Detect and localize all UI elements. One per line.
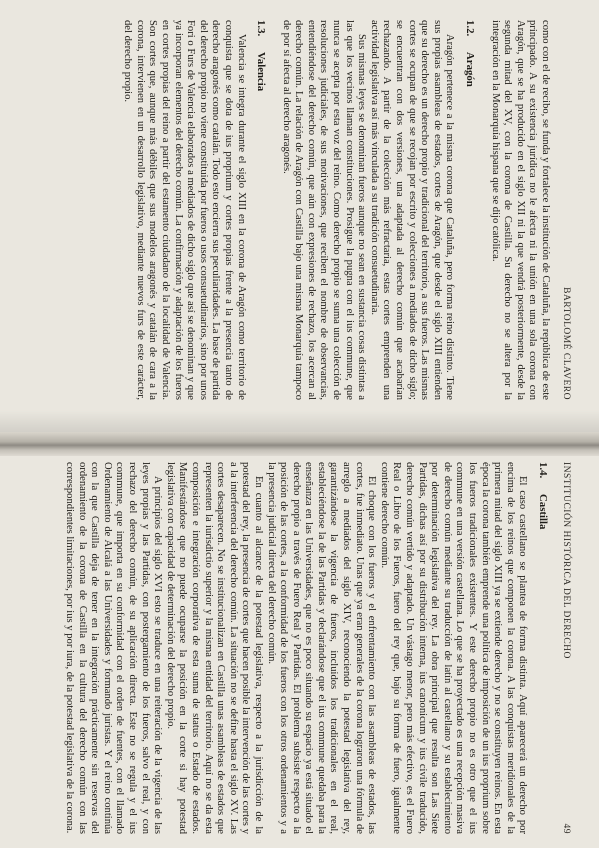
gutter-shadow — [0, 410, 599, 432]
running-head — [561, 462, 571, 834]
section-title: Castilla — [537, 494, 549, 530]
section-heading-valencia — [255, 20, 268, 400]
page-number: 49 — [561, 823, 571, 834]
top-page — [26, 20, 571, 400]
paragraph: A principios del siglo XVI esto se traduce en una reiteración de la vigencia de las leyes propias y las Partidas, con postergamiento de los fueros, salvo el real, y con rechazo del derecho común, de su aplicación directa. Este no se regula y el ius commune, que importa en su conformidad con el orden de fuentes, con el llamado Ordenamiento de Alcalá a las Universidades y formando juristas. Y el reino continúa con la que Castilla deja de tener en la integración prácticamente sin reservas del ordenamiento de la corona de Castilla en la cultura del derecho común con las correspondientes limitaciones, por ius y por iura, de la potestad legislativa de la corona. — [64, 462, 164, 834]
section-title: Valencia — [255, 52, 268, 92]
paragraph: Sus mismas leyes se denominan fueros aunque no sean en sustancia cosas distintas a las que los vecinos llaman constituciones. Prosigue la pugna con el ius commune, que nunca se acepta por esta voz del reino. Como derecho propio se suma una colección de resoluciones judiciales, de sus motivaciones, que reciben el nombre de observancias, entendiéndose del derecho común, que aún con expresiones de rechazo, los acercan al derecho común. La relación de Aragón con Castilla bajo una misma Monarquía tampoco de por sí afecta al derecho aragonés. — [280, 20, 368, 400]
section-number: 1.3. — [255, 20, 268, 37]
section-heading-aragon — [463, 20, 476, 400]
running-head — [561, 20, 571, 400]
section-heading-castilla — [536, 462, 549, 834]
book-gutter — [0, 432, 599, 456]
section-number: 1.2. — [464, 20, 477, 37]
paragraph: En cuanto al alcance de la potestad legislativa, respecto a la jurisdicción de la potestad del rey, la presencia de cortes que hacen posible la intervención de las cortes y a la interferencia del derecho común. La situación no se define hasta el siglo XV. Las cortes desaparecen. No se institucionalizan en Castilla unas asambleas de estados que representen la iurisdictio superior y la misma entidad del territorio. Aquí no se da esta composición e integración corporativa de esta suma de status o Estado de estados. Manifestándose que no puede ocuparse la posición en la corte si hay potestad legislativa con capacidad de determinación del derecho propio. — [164, 462, 264, 834]
paragraph: Valencia se integra durante el siglo XIII en la corona de Aragón como territorio de conquista que se dota de ius proprium y cortes propias frente a la presencia tanto de derecho aragonés como catalán. Todo esto encierra sus peculiaridades. La base de partida del derecho propio no viene constituida por fueros o usos consuetudinarios, sino por unos Fori o Furs de Valencia elaborados a mediados de dicho siglo que así se denominan y que ya incorporan elementos del derecho común. La confirmación y adaptación de los fueros en cortes propias del reino a partir del estamento ciudadano de la localidad de Valencia. Son cortes que, aunque más débiles que sus modelos aragonés y catalán de cara a la corona, intervienen en un desarrollo legislativo, mediante nuevos furs de este carácter, del derecho propio. — [122, 20, 247, 400]
section-title: Aragón — [464, 52, 477, 87]
section-number: 1.4. — [537, 462, 549, 479]
running-head-author: BARTOLOMÉ CLAVERO — [561, 287, 571, 400]
paragraph: El caso castellano se plantea de forma distinta. Aquí aparecerá un derecho por encima de los reinos que componen la corona. A las conquistas meridionales de la primera mitad del siglo XIII ya se extiende derecho y no se constituyen reinos. En esta época la corona también emprende una política de imposición de un ius proprium sobre los fueros tradicionales existentes. Y este derecho propio no es otro que el ius commune en una versión castellana. Lo que se ha proyectado es una recepción masiva de derecho común mediante su traducción de latín al castellano y su establecimiento por determinación legislativa del rey. La obra principal que resulta son Las Siete Partidas, dichas así por su distribución interna, ius canonicum y ius civile traducido, derecho común vertido y adaptado. Un vástago menor, pero más efectivo, es el Fuero Real o Libro de los Fueros, fuero del rey que, bajo su forma de fuero, igualmente contiene derecho común. — [378, 462, 529, 834]
paragraph: El choque con los fueros y el enfrentamiento con las asambleas de estados, las cortes, fue inmediato. Unas que ya eran generales de la corona lograron una fórmula de arreglo a mediados del siglo XIV, reconociendo la potestad legislativa del rey, garantizándose la vigencia de fueros, incluidos los tradicionales en el real, estableciéndose la de las Partidas y declarándose que el ius commune quedaba para la enseñanza en las Universidades, que no es poco situando su espacio ya está situado el derecho propio a través de Fuero Real y Partidas. El problema subsiste respecto a la posición de las cortes, a la conformidad de los fueros con los otros ordenamientos y a la presencia judicial directa del derecho común. — [265, 462, 378, 834]
paragraph: como con el de recibo, se funda y fortalece la institución de Cataluña, la república de este principado. A su existencia jurídica no le afecta ni la unión en una sola corona con Aragón, que se ha producido en el siglo XII ni la que vendrá posteriormente, desde la segunda mitad del XV, con la corona de Castilla. Su derecho no se altera por la integración en la Monarquía hispana que se dijo católica. — [489, 20, 551, 400]
bottom-page — [26, 462, 571, 834]
running-head-title: INSTITUCIÓN HISTÓRICA DEL DERECHO — [561, 462, 571, 659]
paragraph: Aragón pertenece a la misma corona que Cataluña, pero forma reino distinto. Tiene sus propias asambleas de estados, cortes de Aragón, que desde el siglo XIII entienden que su derecho es un derecho propio y tradicional del territorio, a sus fueros. Las mismas cortes se ocupan de que se recojan por escrito y colecciones a mediados de dicho siglo; se encuentran con dos versiones, una adaptada al derecho común que acabarían rechazando. A partir de la colección más refractaria, estas cortes emprenden una actividad legislativa así más vinculada a su tradición consuetudinaria. — [368, 20, 456, 400]
body-text — [62, 462, 549, 834]
body-text — [121, 20, 551, 400]
